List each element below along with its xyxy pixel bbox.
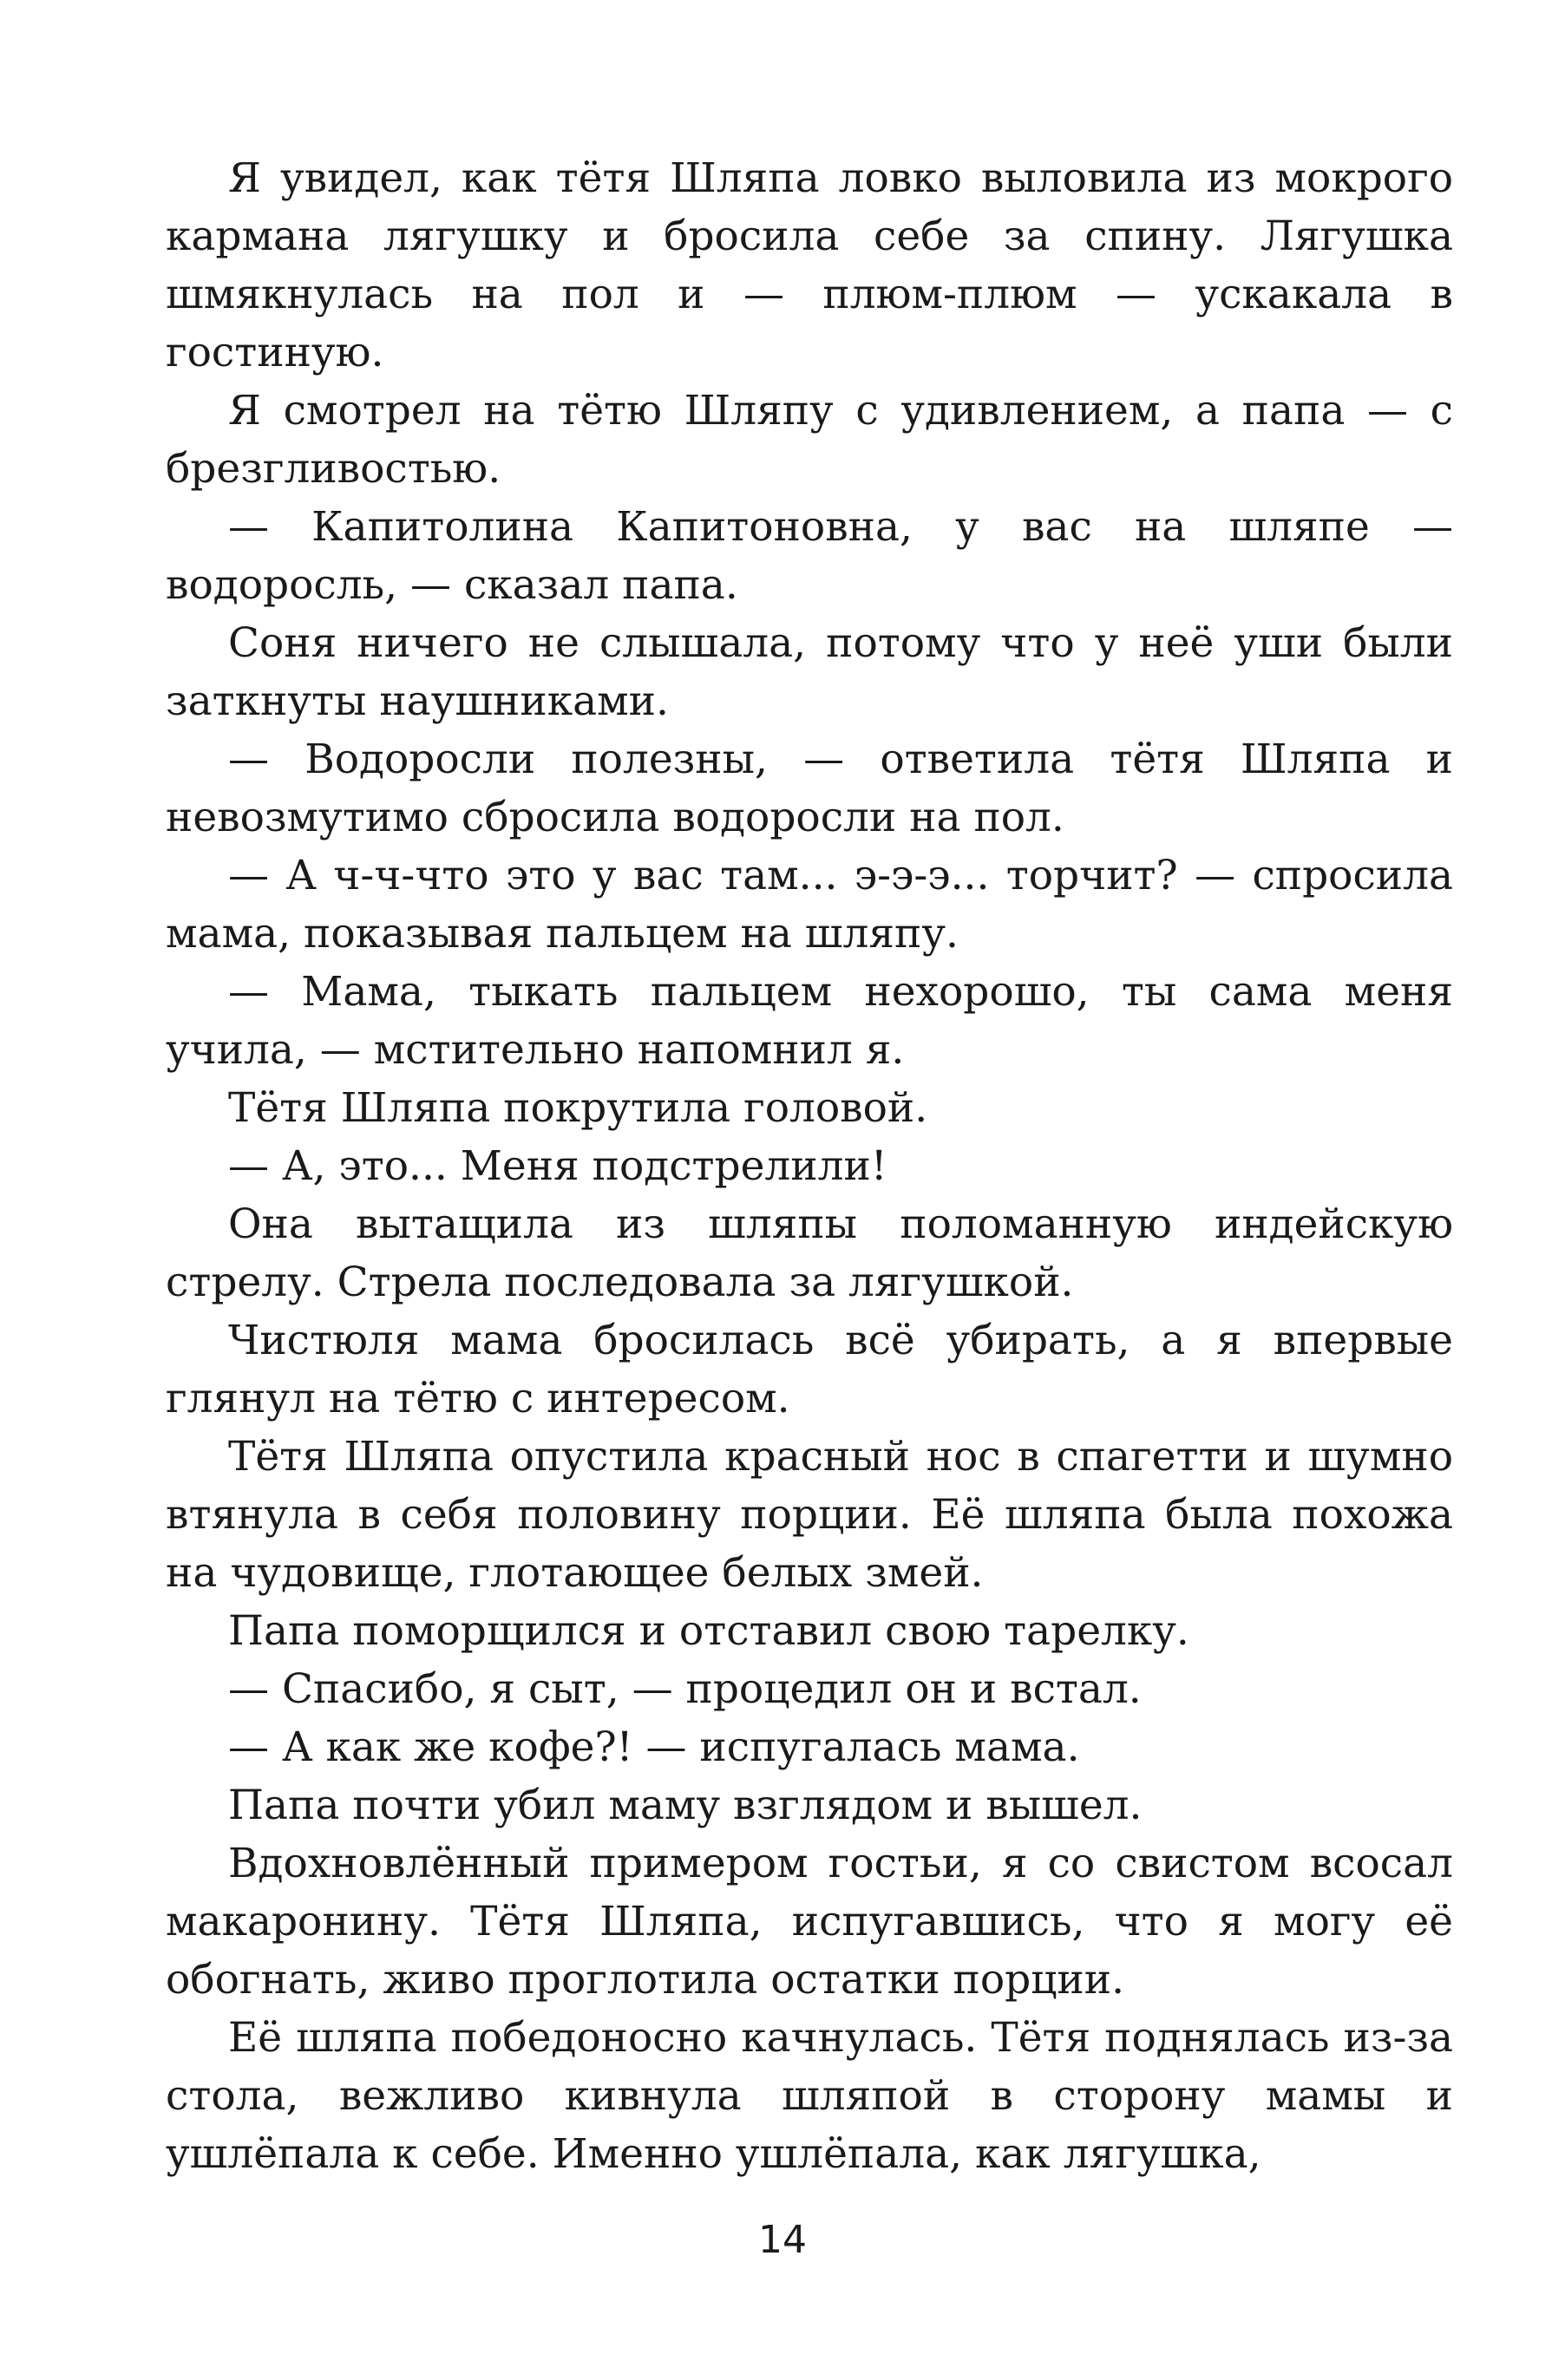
- paragraph: Тётя Шляпа покрутила головой.: [228, 1084, 928, 1132]
- paragraph: Чистюля мама бросилась всё убирать, а я впервые глянул на тётю с интересом.: [166, 1317, 1453, 1422]
- paragraph: Папа почти убил маму взглядом и вышел.: [228, 1782, 1143, 1829]
- body-text: [166, 149, 1453, 2183]
- paragraph: — Мама, тыкать пальцем нехорошо, ты сама меня учила, — мстительно напомнил я.: [166, 968, 1453, 1074]
- paragraph: Я увидел, как тётя Шляпа ловко выловила из мокрого кармана лягушку и бросила себе за спину. Лягушка шмякнулась на пол и — плюм-плюм — ускакала в гостиную.: [166, 154, 1453, 376]
- paragraph: Папа поморщился и отставил свою тарелку.: [228, 1607, 1189, 1655]
- paragraph: — Капитолина Капитоновна, у вас на шляпе — водоросль, — сказал папа.: [166, 503, 1453, 609]
- paragraph: — Спасибо, я сыт, — процедил он и встал.: [228, 1665, 1142, 1713]
- paragraph: Она вытащила из шляпы поломанную индейскую стрелу. Стрела последовала за лягушкой.: [166, 1200, 1453, 1306]
- page-number: 14: [758, 2218, 807, 2262]
- paragraph: Тётя Шляпа опустила красный нос в спагетти и шумно втянула в себя половину порции. Её шляпа была похожа на чудовище, глотающее белых змей.: [166, 1433, 1453, 1597]
- paragraph: Я смотрел на тётю Шляпу с удивлением, а папа — с брезгливостью.: [166, 387, 1453, 493]
- paragraph: — А ч-ч-что это у вас там... э-э-э... торчит? — спросила мама, показывая пальцем на шляпу.: [166, 852, 1453, 958]
- paragraph: — А как же кофе?! — испугалась мама.: [228, 1723, 1080, 1771]
- paragraph: Вдохновлённый примером гостьи, я со свистом всосал макаронину. Тётя Шляпа, испугавшись, что я могу её обогнать, живо проглотила остатки порции.: [166, 1840, 1453, 2004]
- paragraph: Соня ничего не слышала, потому что у неё уши были заткнуты наушниками.: [166, 619, 1453, 725]
- paragraph: — Водоросли полезны, — ответила тётя Шляпа и невозмутимо сбросила водоросли на пол.: [166, 736, 1453, 841]
- paragraph: Её шляпа победоносно качнулась. Тётя поднялась из-за стола, вежливо кивнула шляпой в сторону мамы и ушлёпала к себе. Именно ушлёпала, как лягушка,: [166, 2014, 1453, 2178]
- paragraph: — А, это... Меня подстрелили!: [228, 1142, 887, 1190]
